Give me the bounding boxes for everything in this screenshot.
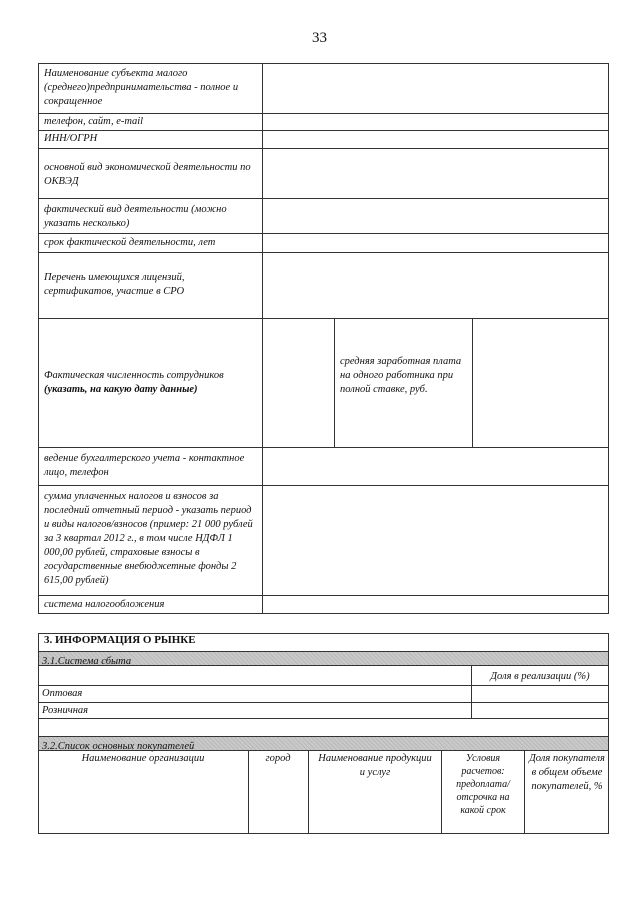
row-accounting-label: ведение бухгалтерского учета - контактное лицо, телефон xyxy=(44,453,245,478)
row-inn-ogrn-label: ИНН/ОГРН xyxy=(44,133,98,144)
licenses-field[interactable] xyxy=(263,253,608,318)
employees-count-field[interactable] xyxy=(263,319,334,447)
row-activity-term-label: срок фактической деятельности, лет xyxy=(44,237,216,248)
buyers-band xyxy=(39,736,608,750)
taxes-paid-field[interactable] xyxy=(263,486,608,595)
buyers-col-organization: Наименование организации xyxy=(81,753,205,764)
accounting-field[interactable] xyxy=(263,448,608,485)
sales-retail-label: Розничная xyxy=(42,705,89,716)
row-licenses-label: Перечень имеющихся лицензий, сертификатов, участие в СРО xyxy=(44,272,185,297)
inn-ogrn-field[interactable] xyxy=(263,131,608,148)
tax-system-field[interactable] xyxy=(263,596,608,613)
buyers-col-share: Доля покупателя в общем объеме покупателей, % xyxy=(529,753,605,792)
row-tax-system-label: система налогообложения xyxy=(44,599,165,610)
row-employees-label xyxy=(44,369,258,397)
row-actual-activity-label: фактический вид деятельности (можно указать несколько) xyxy=(44,204,227,229)
buyers-heading: 3.2.Список основных покупателей xyxy=(42,741,195,752)
sales-wholesale-label: Оптовая xyxy=(42,688,83,699)
row-okved-label: основной вид экономической деятельности по ОКВЭД xyxy=(44,162,251,187)
wholesale-share-field[interactable] xyxy=(472,686,608,702)
sales-system-heading: 3.1.Система сбыта xyxy=(42,656,132,667)
page-number: 33 xyxy=(312,30,327,46)
contacts-field[interactable] xyxy=(263,114,608,130)
sales-system-band xyxy=(39,651,608,665)
okved-field[interactable] xyxy=(263,149,608,198)
company-name-field[interactable] xyxy=(263,64,608,113)
sales-share-header: Доля в реализации (%) xyxy=(490,671,590,682)
row-employees-label-text: Фактическая численность сотрудников xyxy=(44,370,224,381)
row-taxes-paid-label: сумма уплаченных налогов и взносов за последний отчетный период - указать период и виды налогов/взносов (пример: 21 000 рублей за 3 квартал 2012 г., в том числе НДФЛ 1 000,00 рублей, страховые взносы в государственные внебюджетные фонды 2 615,00 рублей) xyxy=(44,491,253,586)
buyers-col-products: Наименование продукции и услуг xyxy=(318,753,432,778)
row-contacts-label: телефон, сайт, e-mail xyxy=(44,116,144,127)
market-section-title: 3. ИНФОРМАЦИЯ О РЫНКЕ xyxy=(44,634,196,646)
actual-activity-field[interactable] xyxy=(263,199,608,233)
salary-field[interactable] xyxy=(473,319,608,447)
retail-share-field[interactable] xyxy=(472,703,608,718)
row-company-name-label: Наименование субъекта малого (среднего)предпринимательства - полное и сокращенное xyxy=(44,68,239,107)
salary-label: средняя заработная плата на одного работника при полной ставке, руб. xyxy=(340,356,462,395)
activity-term-field[interactable] xyxy=(263,234,608,252)
row-employees-date-note: (указать, на какую дату данные) xyxy=(44,384,198,395)
buyers-col-city: город xyxy=(265,753,291,764)
buyers-col-payment-terms: Условия расчетов: предоплата/ отсрочка на какой срок xyxy=(456,753,510,816)
